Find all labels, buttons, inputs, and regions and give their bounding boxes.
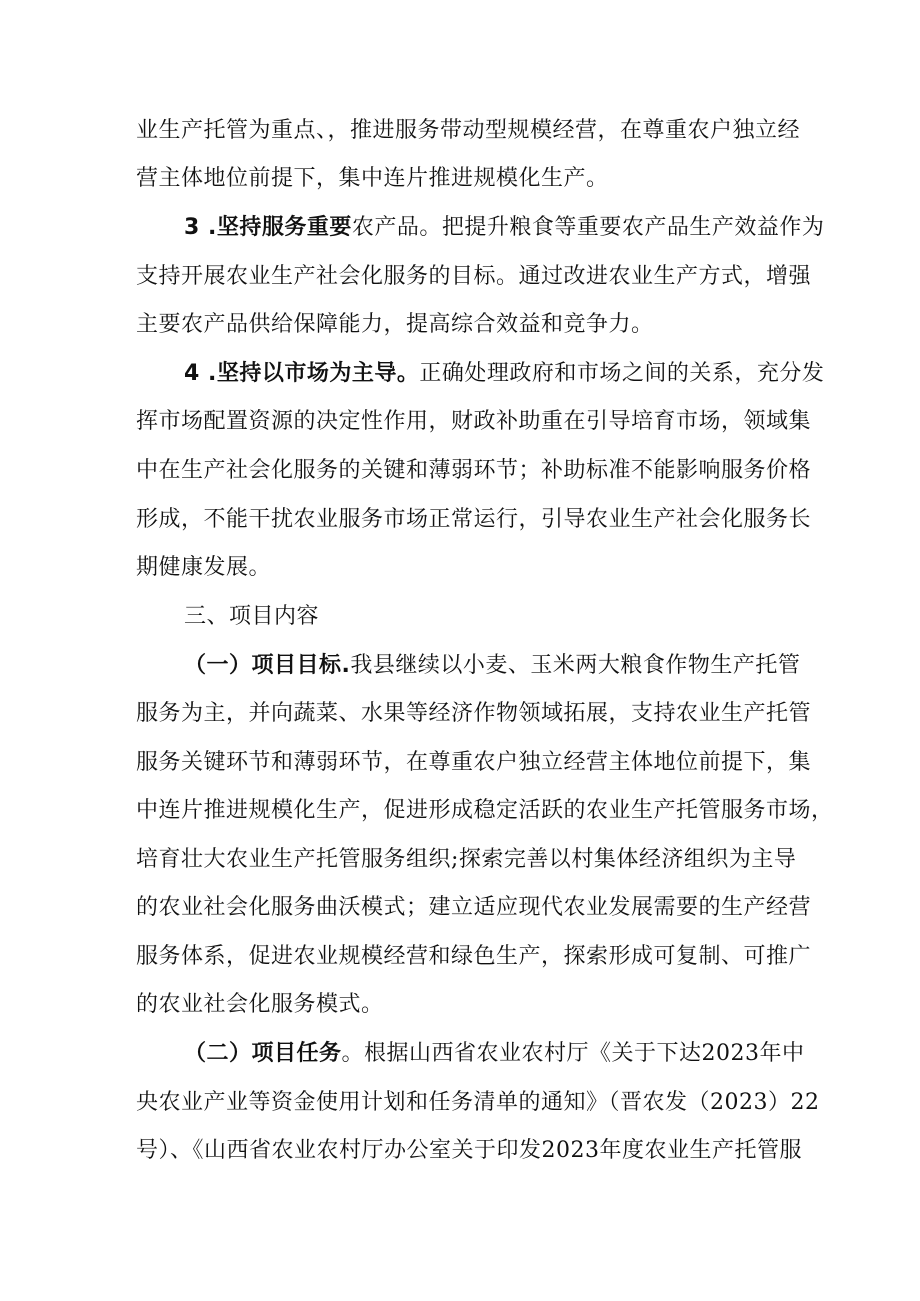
paragraph-line: [136, 991, 796, 1019]
line-text: 主要农产品供给保障能力，提高综合效益和竞争力。: [136, 312, 654, 337]
line-text: 我县继续以小麦、玉米两大粮食作物生产托管: [350, 653, 801, 678]
line-text: 。根据山西省农业农村厅《关于下达2023年中: [341, 1041, 805, 1066]
paragraph-line: [136, 117, 801, 145]
principle-3-heading: 3 .坚持服务重要: [184, 215, 352, 240]
line-text: 农产品。把提升粮食等重要农产品生产效益作为: [351, 215, 825, 240]
paragraph-line: [136, 554, 796, 582]
paragraph-line: [136, 263, 812, 291]
line-text: 正确处理政府和市场之间的关系，充分发: [419, 361, 825, 386]
line-text: 支持开展农业生产社会化服务的目标。通过改进农业生产方式，增强: [136, 264, 812, 289]
subsection-2-heading: （二）项目任务: [184, 1041, 342, 1066]
line-text: 挥市场配置资源的决定性作用，财政补助重在引导培育市场，领域集: [136, 409, 812, 434]
line-text: 号）、《山西省农业农村厅办公室关于印发2023年度农业生产托管服: [136, 1138, 802, 1163]
line-text: 中连片推进规模化生产，促进形成稳定活跃的农业生产托管服务市场，: [136, 798, 834, 823]
paragraph-line: [136, 457, 812, 485]
paragraph-line: [136, 408, 812, 436]
paragraph-line: [136, 700, 812, 728]
paragraph-line: [136, 1137, 802, 1165]
line-text: 形成，不能干扰农业服务市场正常运行，引导农业生产社会化服务长: [136, 507, 812, 532]
paragraph-line: [136, 894, 812, 922]
paragraph-line: [136, 749, 812, 777]
subsection-2-line: [184, 1040, 805, 1068]
line-text: 的农业社会化服务模式。: [136, 992, 384, 1017]
line-text: 服务关键环节和薄弱环节，在尊重农户独立经营主体地位前提下，集: [136, 750, 812, 775]
paragraph-line: [136, 165, 796, 193]
principle-4-heading: 4 .坚持以市场为主导。: [184, 361, 420, 386]
line-text: 期健康发展。: [136, 555, 272, 580]
paragraph-line: [136, 846, 796, 874]
line-text: 服务体系，促进农业规模经营和绿色生产，探索形成可复制、可推广: [136, 944, 812, 969]
line-text: 央农业产业等资金使用计划和任务清单的通知》（晋农发（2023）22: [136, 1090, 820, 1115]
principle-4-line: [184, 360, 825, 388]
paragraph-line: [136, 943, 812, 971]
section-heading-text: 三、项目内容: [184, 604, 320, 629]
paragraph-line: [136, 311, 796, 339]
paragraph-line: [136, 506, 812, 534]
line-text: 培育壮大农业生产托管服务组织;探索完善以村集体经济组织为主导: [136, 847, 797, 872]
line-text: 中在生产社会化服务的关键和薄弱环节；补助标准不能影响服务价格: [136, 458, 812, 483]
subsection-1-line: [184, 652, 801, 680]
line-text: 服务为主，并向蔬菜、水果等经济作物领域拓展，支持农业生产托管: [136, 701, 812, 726]
section-heading: [184, 603, 796, 631]
paragraph-line: [136, 797, 834, 825]
line-text: 营主体地位前提下，集中连片推进规模化生产。: [136, 166, 609, 191]
line-text: 业生产托管为重点、，推进服务带动型规模经营，在尊重农户独立经: [136, 118, 801, 143]
principle-3-line: [184, 214, 825, 242]
paragraph-line: [136, 1089, 820, 1117]
subsection-1-heading: （一）项目目标.: [184, 653, 351, 678]
line-text: 的农业社会化服务曲沃模式；建立适应现代农业发展需要的生产经营: [136, 895, 812, 920]
